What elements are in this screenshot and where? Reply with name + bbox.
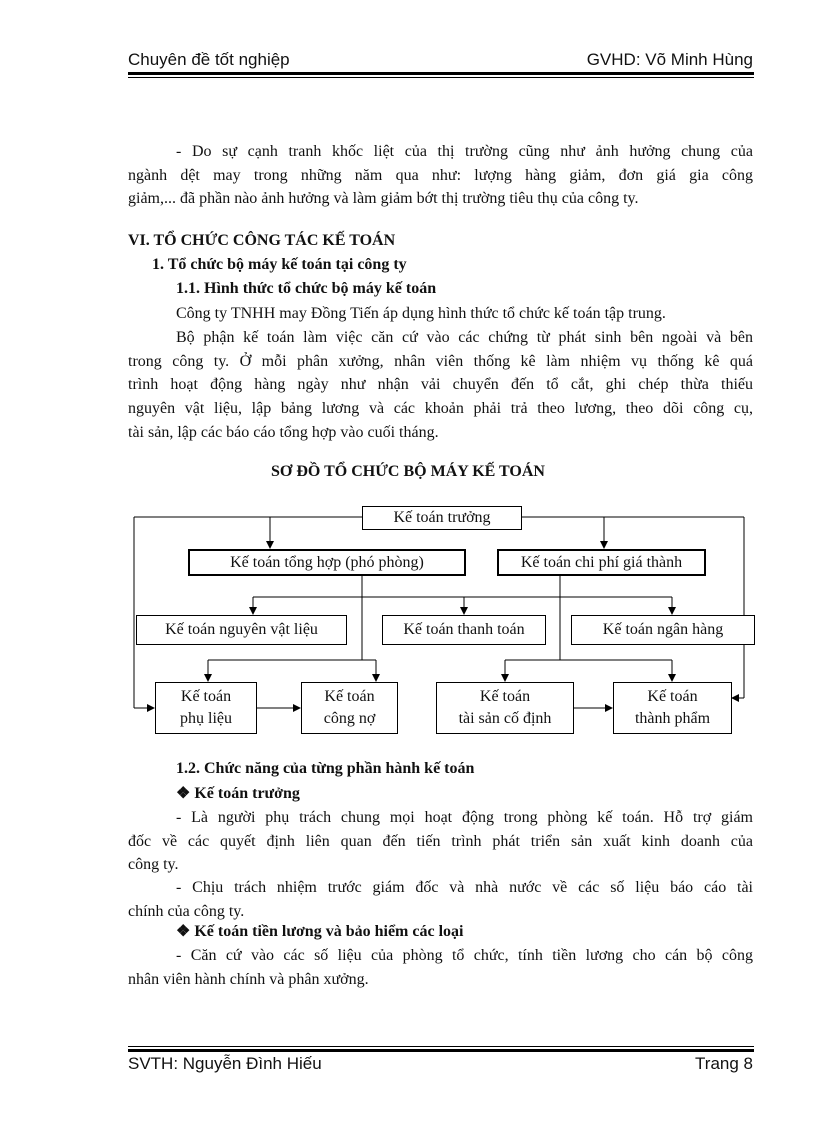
section-title: VI. TỔ CHỨC CÔNG TÁC KẾ TOÁN <box>128 232 396 249</box>
page-header <box>128 50 753 70</box>
box-line: tài sản cố định <box>458 710 552 727</box>
header-advisor: GVHD: Võ Minh Hùng <box>586 50 753 69</box>
box-general-accountant: Kế toán tổng hợp (phó phòng) <box>188 549 466 576</box>
paragraph-1-1b <box>128 326 753 445</box>
box-line: Kế toán <box>647 688 698 705</box>
text-line: trình hoạt động hàng ngày như nhận vải chuyển đến tổ cắt, ghi chép thừa thiếu <box>128 376 753 394</box>
header-rule-thin <box>128 77 754 78</box>
text-line: nhân viên hành chính và phân xưởng. <box>128 970 369 988</box>
text-line: giảm,... đã phần nào ảnh hưởng và làm giảm bớt thị trường tiêu thụ của công ty. <box>128 190 639 208</box>
header-rule <box>128 72 754 75</box>
paragraph-1-1a <box>128 302 753 326</box>
box-cost-accountant: Kế toán chi phí giá thành <box>497 549 706 576</box>
box-payment-accountant: Kế toán thanh toán <box>382 615 546 645</box>
box-line: công nợ <box>323 710 376 727</box>
subsection-1-2-heading: 1.2. Chức năng của từng phần hành kế toán <box>176 760 475 777</box>
box-line: thành phẩm <box>634 710 711 727</box>
box-products-accountant <box>613 682 732 734</box>
text-line: - Căn cứ vào các số liệu của phòng tổ chức, tính tiền lương cho cán bộ công <box>176 947 753 964</box>
bullet-2-paragraph <box>128 944 753 991</box>
bullet-1-paragraph-a <box>128 806 753 877</box>
text-line: đốc về các quyết định liên quan đến tiến trình phát triển sản xuất kinh doanh của <box>128 832 753 850</box>
text-line: chính của công ty. <box>128 902 245 920</box>
box-materials-accountant: Kế toán nguyên vật liệu <box>136 615 347 645</box>
text-line: ngành dệt may trong những năm qua như: lượng hàng giảm, đơn giá gia công <box>128 166 753 184</box>
text-line: - Là người phụ trách chung mọi hoạt động trong phòng kế toán. Hỗ trợ giám <box>176 809 753 826</box>
page-footer <box>128 1054 753 1074</box>
box-line: Kế toán <box>479 688 531 705</box>
header-title: Chuyên đề tốt nghiệp <box>128 50 290 69</box>
text-line: Bộ phận kế toán làm việc căn cứ vào các chứng từ phát sinh bên ngoài và bên <box>176 329 753 346</box>
text-line: Công ty TNHH may Đồng Tiến áp dụng hình thức tổ chức kế toán tập trung. <box>176 305 666 322</box>
box-debt-accountant <box>301 682 398 734</box>
subsection-1-heading: 1. Tổ chức bộ máy kế toán tại công ty <box>152 256 407 273</box>
box-line: Kế toán <box>324 688 375 705</box>
diagram-title: SƠ ĐỒ TỔ CHỨC BỘ MÁY KẾ TOÁN <box>271 463 545 480</box>
footer-author: SVTH: Nguyễn Đình Hiếu <box>128 1054 322 1073</box>
bullet-salary-insurance: ❖ Kế toán tiền lương và bảo hiểm các loại <box>176 923 464 940</box>
page-number: Trang 8 <box>695 1054 753 1073</box>
text-line: - Do sự cạnh tranh khốc liệt của thị trường cũng như ảnh hưởng chung của <box>176 143 753 160</box>
text-line: trong công ty. Ở mỗi phân xưởng, nhân viên thống kê làm nhiệm vụ thống kê quá <box>128 352 753 370</box>
box-line: Kế toán <box>180 688 232 705</box>
text-line: - Chịu trách nhiệm trước giám đốc và nhà nước về các số liệu báo cáo tài <box>176 879 753 896</box>
footer-rule <box>128 1049 754 1052</box>
box-line: phụ liệu <box>180 710 232 727</box>
box-chief-accountant: Kế toán trưởng <box>362 506 522 530</box>
text-line: nguyên vật liệu, lập bảng lương và các khoản phải trả theo lương, theo dõi công cụ, <box>128 400 753 418</box>
bullet-1-paragraph-b <box>128 876 753 923</box>
intro-paragraph <box>128 140 753 211</box>
text-line: công ty. <box>128 856 179 874</box>
text-line: tài sản, lập các báo cáo tổng hợp vào cuối tháng. <box>128 423 439 441</box>
bullet-chief-accountant: ❖ Kế toán trưởng <box>176 785 300 802</box>
box-accessories-accountant <box>155 682 257 734</box>
box-bank-accountant: Kế toán ngân hàng <box>571 615 755 645</box>
box-fixed-assets-accountant <box>436 682 574 734</box>
footer-rule-thin <box>128 1046 754 1047</box>
subsection-1-1-heading: 1.1. Hình thức tổ chức bộ máy kế toán <box>176 280 437 297</box>
